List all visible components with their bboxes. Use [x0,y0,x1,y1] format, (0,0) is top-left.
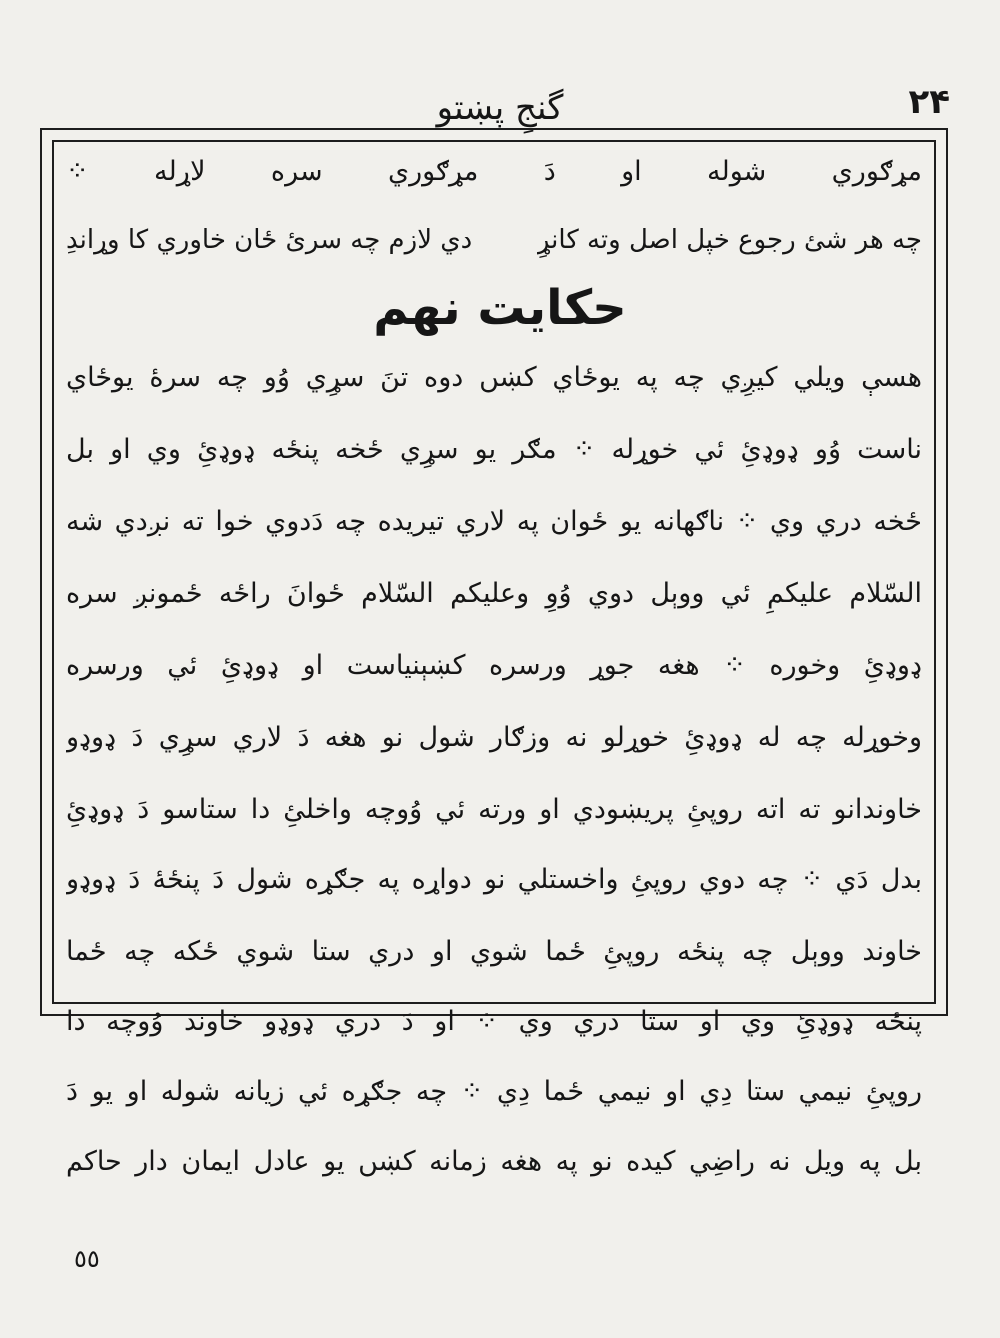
couplet-left-hemistich: دي لازم چه سرئ ځان خاوري کا وړاندِ [66,225,473,255]
body-line: روپئِ نيمي ستا دِي او نيمي ځما دِي ⁘ چه جګړه ئي زيانه شوله او يو دَ [66,1076,922,1107]
body-line: وخوړله چه له ډوډئِ خوړلو نه وزګار شول نو هغه دَ لاري سړِي دَ ډوډو [66,722,922,753]
signature-mark: ٥٥ [74,1245,100,1273]
body-line: بل په ويل نه راضِي کيده نو په هغه زمانه کښں يو عادل ايمان دار حاکم [66,1146,922,1177]
body-line: ځخه دري وي ⁘ ناګهانه يو ځوان په لاري تيريده چه دَدوي خوا ته نږدي شه [66,506,922,537]
running-title: گنجِ پښتو [436,88,564,128]
couplet-right-hemistich: چه هر شئ رجوع خپل اصل وته کانړِ [536,225,922,255]
page-number: ۲۴ [908,82,950,122]
verse-line: مړګوري شوله او دَ مړګوري سره لاړله ⁘ [66,156,922,187]
body-line: بدل دَي ⁘ چه دوي روپئِ واخستلي نو دواړه په جګړه شول دَ پنځهٔ دَ ډوډو [66,864,922,895]
body-line: ډوډئِ وخوره ⁘ هغه جوړ ورسره کښېنياست او ډوډئِ ئي ورسره [66,650,922,681]
body-line: ناست وُو ډوډئِ ئي خوړله ⁘ مګر يو سړِي ځخه پنځه ډوډئِ وي او بل [66,434,922,465]
couplet [66,218,922,262]
body-line: هسې ويلي کيږِي چه په يوځاي کښں دوه تنَ سړِي وُو چه سرهٔ يوځاي [66,362,922,393]
body-line: پنځه ډوډئِ وي او ستا دري وي ⁘ او دَ دري ډوډو خاوند وُوچه دا [66,1006,922,1037]
body-line: خاوند ووېل چه پنځه روپئِ ځما شوي او دري ستا شوي ځکه چه ځما [66,936,922,967]
body-line: السّلام عليکمِ ئي ووېل دوي وُوِ وعليکم السّلام ځوانَ راځه ځمونږ سره [66,578,922,609]
story-heading: حکایت نهم [373,280,627,336]
body-line: خاوندانو ته اته روپئِ پريښودي او ورته ئي وُوچه واخلئِ دا ستاسو دَ ډوډئِ [66,794,922,825]
